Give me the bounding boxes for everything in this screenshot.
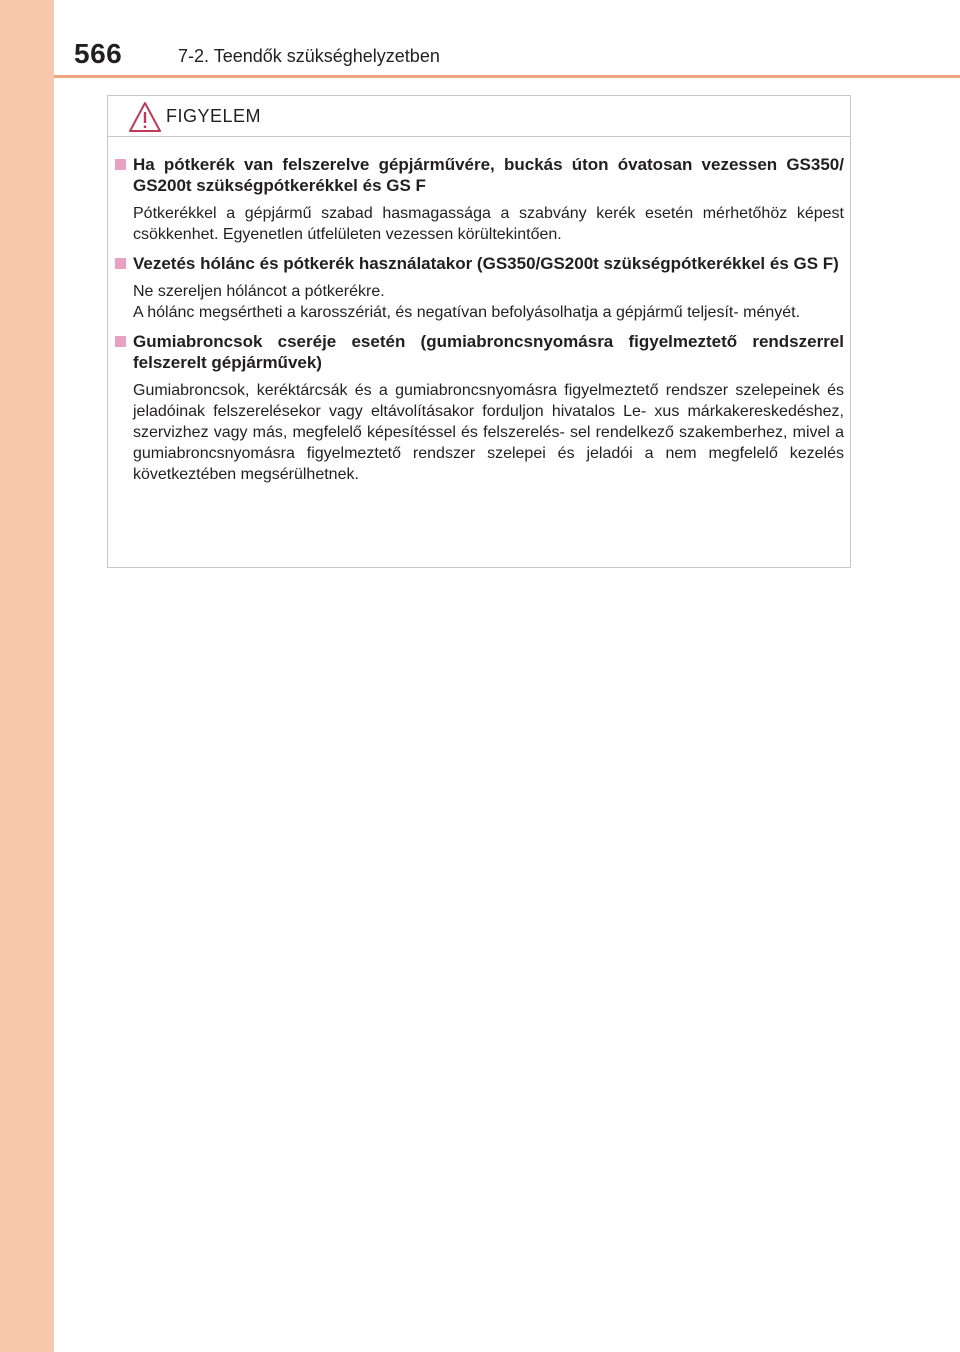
warning-header bbox=[108, 96, 850, 137]
warning-item bbox=[114, 253, 844, 323]
item-heading-text: Vezetés hólánc és pótkerék használatakor (GS350/GS200t szükségpótkerékkel és GS F) bbox=[133, 254, 839, 273]
item-body bbox=[114, 380, 844, 485]
item-paragraph: Ne szereljen hóláncot a pótkerékre. bbox=[133, 283, 385, 300]
item-heading bbox=[114, 331, 844, 373]
warning-box bbox=[107, 95, 851, 568]
bullet-square-icon bbox=[115, 336, 126, 347]
side-color-band bbox=[0, 0, 54, 1352]
item-body bbox=[114, 203, 844, 245]
item-paragraph: Gumiabroncsok, keréktárcsák és a gumiabroncsnyomásra figyelmeztető rendszer szelepeinek és jeladóinak felszerelésekor vagy eltávolításakor forduljon hivatalos Le- xus márkakereskedéshez, szervizhez vagy más, megfelelő képesítéssel és felszerelés- sel rendelkező szakemberhez, mivel a gumiabroncsnyomásra figyelmeztető rendszer szelepei és jeladói a nem megfelelő kezelés következtében megsérülhetnek. bbox=[133, 382, 844, 483]
warning-triangle-icon bbox=[128, 101, 162, 133]
item-heading bbox=[114, 154, 844, 196]
warning-item bbox=[114, 154, 844, 245]
item-body bbox=[114, 281, 844, 323]
page-number: 566 bbox=[74, 38, 123, 69]
bullet-square-icon bbox=[115, 159, 126, 170]
warning-label: FIGYELEM bbox=[166, 106, 262, 126]
warning-item bbox=[114, 331, 844, 485]
item-heading-text: Ha pótkerék van felszerelve gépjárművére, buckás úton óvatosan vezessen GS350/ GS200t szükségpótkerékkel és GS F bbox=[133, 155, 844, 195]
bullet-square-icon bbox=[115, 258, 126, 269]
item-paragraph: A hólánc megsértheti a karosszériát, és negatívan befolyásolhatja a gépjármű teljesít- ményét. bbox=[133, 304, 801, 321]
header-divider bbox=[54, 75, 960, 78]
item-heading bbox=[114, 253, 844, 274]
item-heading-text: Gumiabroncsok cseréje esetén (gumiabroncsnyomásra figyelmeztető rendszerrel felszerelt gépjárművek) bbox=[133, 332, 844, 372]
warning-body bbox=[114, 154, 844, 493]
item-paragraph: Pótkerékkel a gépjármű szabad hasmagassága a szabvány kerék esetén mérhetőhöz képest csökkenhet. Egyenetlen útfelületen vezessen körültekintően. bbox=[133, 205, 844, 243]
section-title: 7-2. Teendők szükséghelyzetben bbox=[178, 46, 440, 66]
page-header bbox=[54, 0, 960, 80]
